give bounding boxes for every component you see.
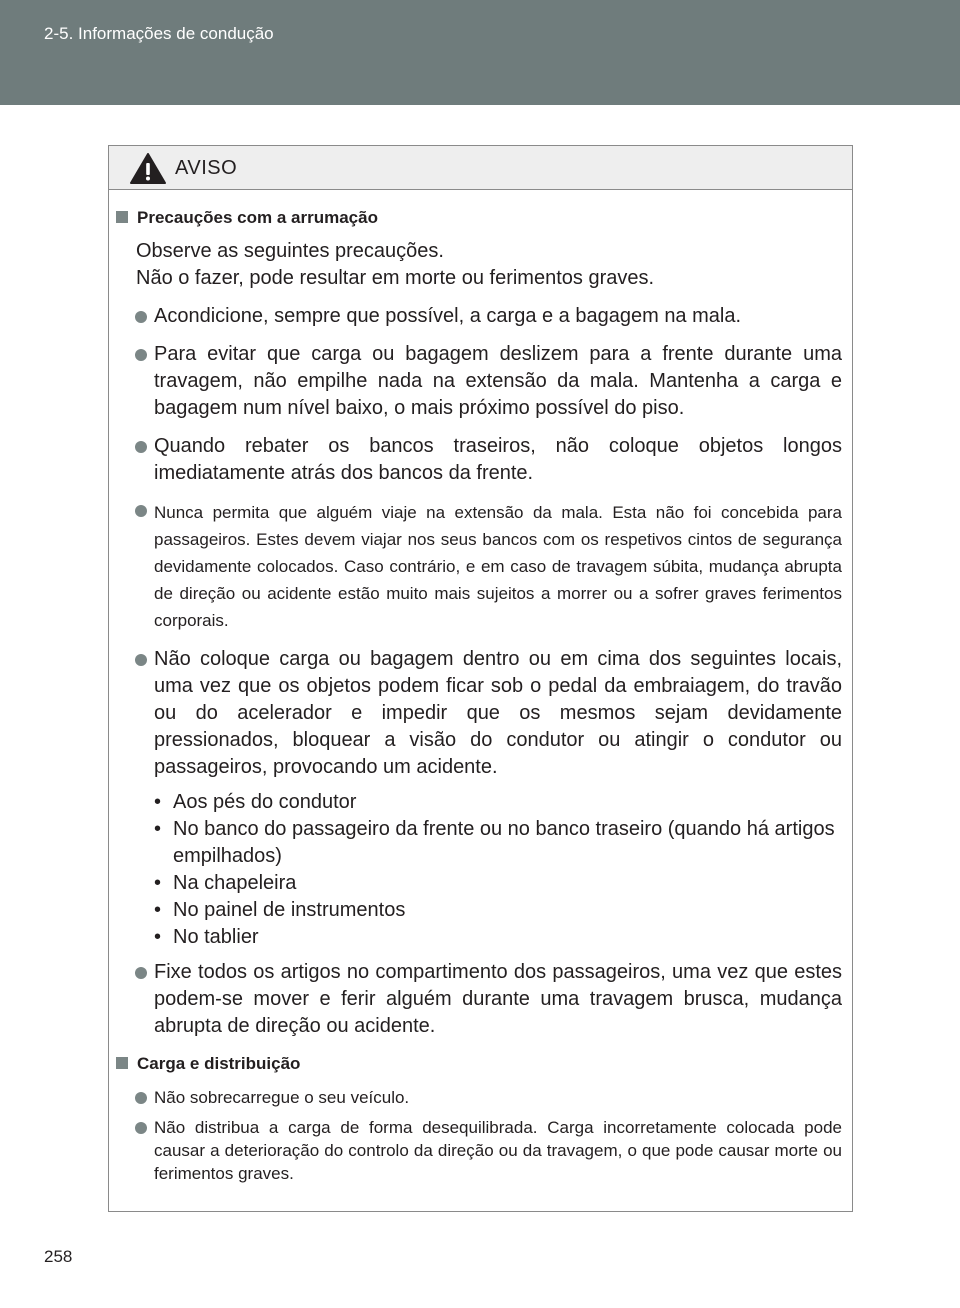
location-list xyxy=(109,789,842,951)
list-item: Para evitar que carga ou bagagem deslizem para a frente durante uma travagem, não empilhe nada na extensão da mala. Mantenha a carga e bagagem num nível baixo, o mais próximo possível do piso. xyxy=(109,341,842,422)
section-heading: Carga e distribuição xyxy=(109,1053,842,1074)
square-bullet-icon xyxy=(116,211,128,223)
list-item: Não sobrecarregue o seu veículo. xyxy=(109,1086,842,1109)
square-bullet-icon xyxy=(116,1057,128,1069)
location-item: • No banco do passageiro da frente ou no banco traseiro (quando há artigos empilhados) xyxy=(154,818,835,867)
circle-bullet-icon xyxy=(135,967,147,979)
location-item: • Aos pés do condutor xyxy=(154,791,357,813)
intro-line: Não o fazer, pode resultar em morte ou ferimentos graves. xyxy=(136,267,655,289)
warning-content xyxy=(109,207,852,1185)
list-item: Nunca permita que alguém viaje na extensão da mala. Esta não foi concebida para passageiros. Estes devem viajar nos seus bancos com os respetivos cintos de segurança devidamente colocados. Caso contrário, e em caso de travagem súbita, mudança abrupta de direção ou acidente estão muito mais sujeitos a morrer ou a sofrer graves ferimentos corporais. xyxy=(109,499,842,634)
section-title: 2-5. Informações de condução xyxy=(44,24,274,43)
circle-bullet-icon xyxy=(135,311,147,323)
header-bar xyxy=(0,0,960,105)
list-item: Não distribua a carga de forma desequilibrada. Carga incorretamente colocada pode causar a deterioração do controlo da direção ou da travagem, o que pode causar morte ou ferimentos graves. xyxy=(109,1116,842,1185)
warning-box xyxy=(108,145,853,1212)
list-item: Não coloque carga ou bagagem dentro ou em cima dos seguintes locais, uma vez que os objetos podem ficar sob o pedal da embraiagem, do travão ou do acelerador e impedir que os mesmos sejam devidamente pressionados, bloquear a visão do condutor ou atingir o condutor ou passageiros, provocando um acidente. xyxy=(109,646,842,781)
circle-bullet-icon xyxy=(135,1092,147,1104)
warning-title: AVISO xyxy=(175,157,238,179)
page-number: 258 xyxy=(44,1247,73,1266)
list-item: Fixe todos os artigos no compartimento dos passageiros, uma vez que estes podem-se mover e ferir alguém durante uma travagem brusca, mudança abrupta de direção ou acidente. xyxy=(109,959,842,1040)
circle-bullet-icon xyxy=(135,505,147,517)
warning-triangle-icon xyxy=(129,152,167,185)
warning-header xyxy=(109,146,852,190)
intro-line: Observe as seguintes precauções. xyxy=(136,240,444,262)
location-item: • No tablier xyxy=(154,926,259,948)
circle-bullet-icon xyxy=(135,441,147,453)
location-item: • No painel de instrumentos xyxy=(154,899,406,921)
section-heading: Precauções com a arrumação xyxy=(109,207,842,228)
circle-bullet-icon xyxy=(135,1122,147,1134)
list-item: Acondicione, sempre que possível, a carga e a bagagem na mala. xyxy=(109,303,842,330)
location-item: • Na chapeleira xyxy=(154,872,297,894)
circle-bullet-icon xyxy=(135,654,147,666)
list-item: Quando rebater os bancos traseiros, não coloque objetos longos imediatamente atrás dos bancos da frente. xyxy=(109,433,842,487)
circle-bullet-icon xyxy=(135,349,147,361)
